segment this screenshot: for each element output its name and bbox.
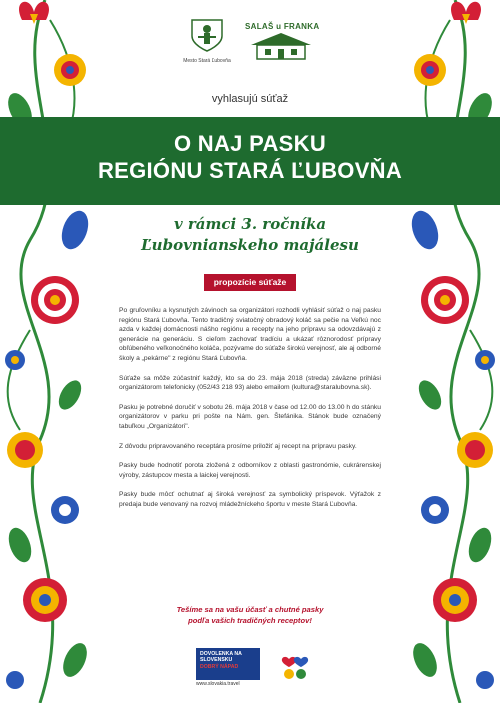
salas-name: SALAŠ u FRANKA [245, 22, 320, 31]
announce-text: vyhlasujú súťaž [211, 93, 289, 105]
town-coat-of-arms-icon [189, 18, 225, 52]
closing-line-1: Tešíme sa na vašu účasť a chutné pasky [176, 605, 324, 614]
paragraph: Pasky bude hodnotiť porota zložená z odborníkov z oblasti gastronómie, cukrárenskej výroby, zástupcov mesta a laickej verejnosti. [119, 462, 381, 479]
title-line-1: O NAJ PASKU [173, 131, 327, 156]
rules-text [119, 306, 381, 520]
folk-ornament-right [410, 0, 500, 703]
paragraph: Po gruľovníku a kysnutých závinoch sa organizátori rozhodli vyhlásiť súťaž o naj pasku regiónu Stará Ľubovňa. Tento tradičný sviatočný obradový koláč sa pečie na Veľkú noc azda v každej domácnosti nášho regiónu a recepty na jeho prípravu sa odovzdávajú z generácie na generáciu. S cieľom zachovať tradíciu a ukázať rôznorodosť prípravy obľúbeného veľkonočného koláča, pozývame do súťaže širokú verejnosť, ale aj odborné školy a „pekárne" z regiónu Stará Ľubovňa. [119, 307, 381, 362]
partner-logo [280, 651, 310, 685]
town-name: Mesto Stará Ľubovňa [183, 58, 231, 64]
slovakia-line-3: DOBRÝ NÁPAD [200, 663, 239, 670]
slovakia-travel-logo [196, 648, 260, 680]
propozicie-label: propozície súťaže [204, 274, 296, 291]
slovakia-url: www.slovakia.travel [196, 681, 240, 687]
partner-heart-icon [280, 651, 310, 681]
closing-text [90, 604, 410, 626]
salas-building-icon [245, 31, 317, 61]
footer-logos [90, 648, 410, 688]
paragraph: Pasku je potrebné doručiť v sobotu 26. mája 2018 v čase od 12.00 do 13.00 h do stánku organizátorov v parku pri pošte na Nám. gen. Štefánika. Stánok bude označený tabuľkou „Organizátori". [119, 403, 381, 430]
title-line-2: REGIÓNU STARÁ ĽUBOVŇA [97, 158, 403, 183]
subtitle-line-2: Ľubovnianskeho majálesu [141, 236, 359, 254]
organizer-logos [90, 18, 410, 78]
town-logo [182, 18, 232, 64]
salas-logo [245, 22, 320, 66]
slovakia-line-2: SLOVENSKU [200, 657, 233, 664]
subtitle [90, 214, 410, 256]
closing-line-2: podľa vašich tradičných receptov! [188, 616, 312, 625]
paragraph: Pasky bude môcť ochutnať aj široká verejnosť za symbolický príspevok. Výťažok z predaja bude venovaný na rozvoj mládežníckeho športu v meste Stará Ľubovňa. [119, 491, 381, 508]
tulip-icon [451, 2, 481, 24]
tulip-icon [19, 2, 49, 24]
paragraph: Z dôvodu pripravovaného receptára prosíme priložiť aj recept na prípravu pasky. [119, 442, 357, 450]
paragraph: Súťaže sa môže zúčastniť každý, kto sa do 23. mája 2018 (streda) záväzne prihlási organizátorom telefonicky (052/43 218 93) alebo emailom (kultura@staralubovna.sk). [119, 374, 381, 392]
poster [90, 0, 410, 703]
folk-ornament-left [0, 0, 90, 703]
title-banner [0, 117, 500, 205]
subtitle-line-1: v rámci 3. ročníka [173, 215, 327, 233]
slovakia-line-1: DOVOLENKA NA [200, 651, 242, 657]
